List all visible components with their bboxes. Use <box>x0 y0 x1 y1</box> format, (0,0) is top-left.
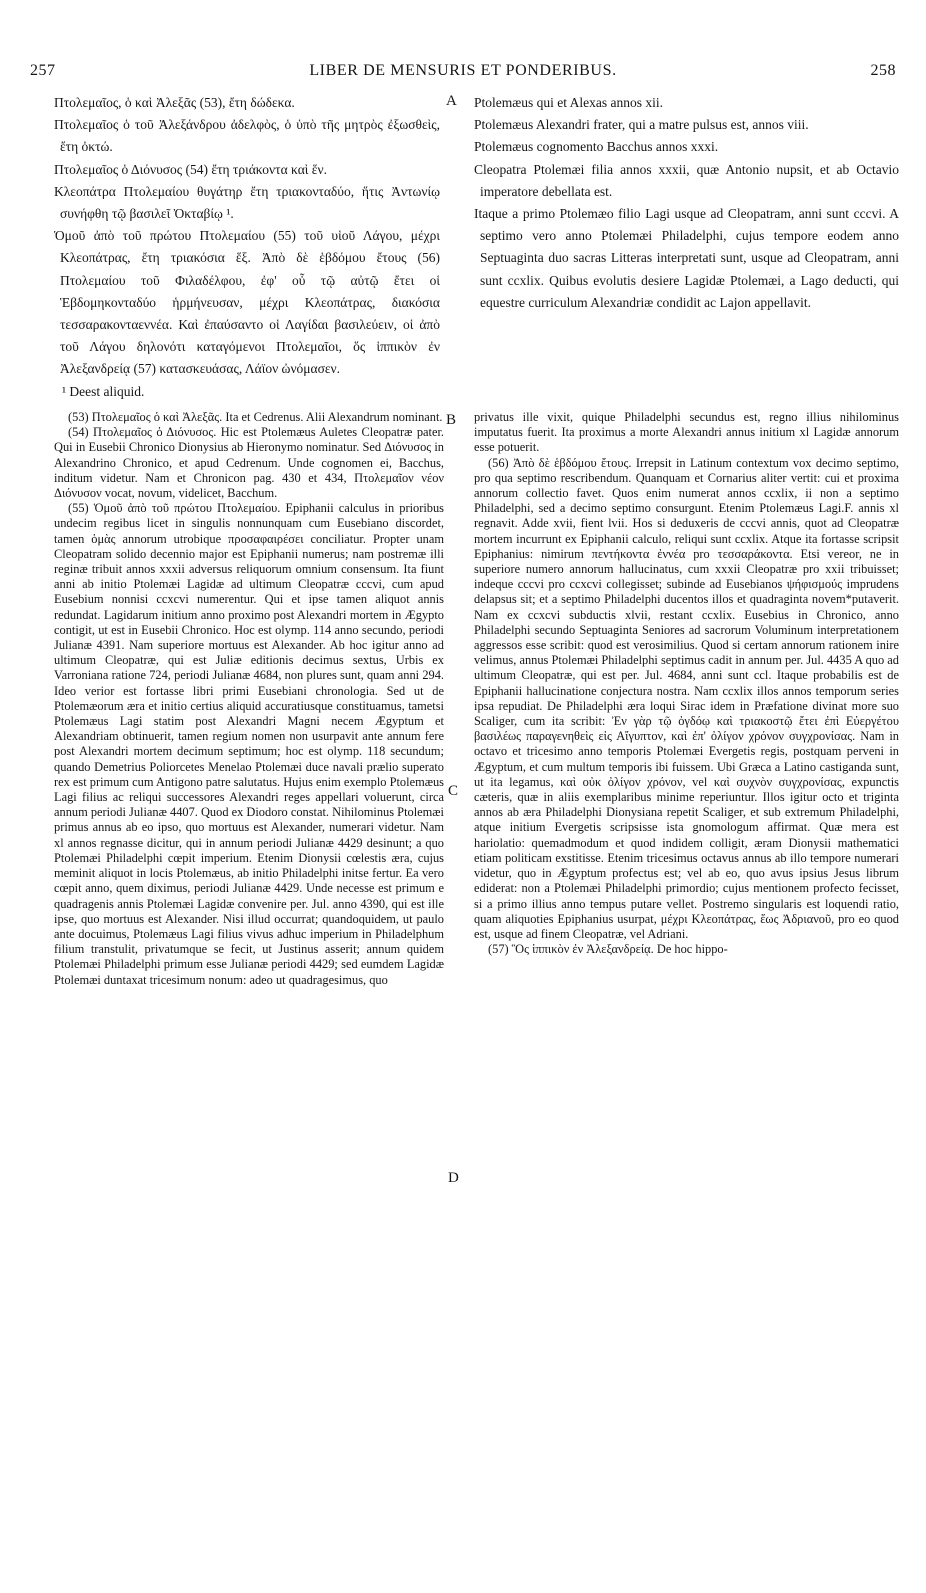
greek-text-column <box>54 92 440 381</box>
note-paragraph: (56) Ἀπὸ δὲ ἑβδόμου ἔτους. Irrepsit in Latinum contextum vox decimo septimo, pro qua septimo rescribendum. Quanquam et Cornarius aliter vertit: cui et proxima annorum collectio favet. Quos enim numerat annos ccxlix, ii non a septimo Philadelphi, sed a decimo septimo consurgunt. Etenim Ptolemæus Lagi.F. annis xl regnavit. Adde xvii, fient lvii. Hos si deduxeris de cccvi annis, quot ad Cleopatræ mortem incurrunt ex Epiphanii calculo, reliqui sunt ccxlix. Atque ita fortasse scripsit Epiphanius: nimirum πεντήκοντα ἐννέα pro τεσσαράκοντα. Etsi vereor, ne in superiore numero annorum hallucinatus, cum xxxii Cleopatræ pro xxii tribuisset; indeque cccvi pro ccxcvi collegisset; subinde ad Eusebianos ψήφισμούς imprudens delapsus sit; et a septimo Philadelphi ducentos illos et quadraginta novem*putaverit. Nam ex ccxcvi subductis xlvii, restant ccxlix. Eusebius in Chronico, anno Philadelphi secundo Septuaginta Seniores ad sacrorum Voluminum interpretationem aggressos esse scribit: quod est verosimilius. Quod si certam annorum rationem inire velimus, annus Ptolemæi Philadelphi septimus cadit in annum per. Jul. 4435 A quo ad ultimum Cleopatræ, qui est per. Jul. 4684, anni sunt ccl. Itaque probabilis est de Epiphanii hallucinatione conjectura nostra. Nam ccxlix illos annos temporum series ipsa repudiat. De Philadelphi æra loqui Sirac idem in Præfatione divinat more suo Scaliger, cum ita scribit: Ἐν γὰρ τῷ ὀγδόῳ καὶ τριακοστῷ ἔτει ἐπὶ Εὐεργέτου βασιλέως παραγενηθεὶς εἰς Αἴγυπτον, καὶ ἐπ' ὀλίγον χρόνον συγχρονίσας. Nam in octavo et tricesimo anno temporis Ptolemæi Evergetis regis, postquam perveni in Ægyptum, et cum multum temporis ibi fuissem. Ubi Græca a Latino castiganda sunt, ut ita legamus, καὶ οὐκ ὀλίγον χρόνον, vel καὶ συχνὸν συγχρονίσας, expunctis cæteris, quæ in aliis exemplaribus minime reperiuntur. Illos igitur octo et triginta annos ab æra Philadelphi Dionysiana repetit Scaliger, et sub extremum Philadelphi, atque initium Evergetis scripsisse ista gnomologum affirmat. Quæ mera est hariolatio: quemadmodum et quod indidem colligit, æram Dionysii mathematici etiam politicam exstitisse. Etenim tricesimus octavus annus ab illo tempore numerari videtur, quo in Ægyptum profectus est; vel ab eo, quo avus ipsius Jesus librum ediderat: non a Ptolemæi Philadelphi primordio; cujus mentionem profecto fecisset, si a primo illius anno tempus putare vellet. Postremo singularis est loquendi ratio, quam aliquoties Epiphanius usurpat, μέχρι Κλεοπάτρας, ἕως Ἀδριανοῦ, pro eo quod est, usque ad finem Cleopatræ, vel Adriani. <box>474 455 899 941</box>
note-paragraph: (55) Ὁμοῦ ἀπὸ τοῦ πρώτου Πτολεμαίου. Epiphanii calculus in prioribus undecim regibus licet in singulis nonnunquam cum Eusebiano discordet, tamen ὁμὰς annorum utrobique προσαφαιρέσει conciliatur. Propter unam Cleopatram solido decennio major est Epiphanii numerus; nam postremæ illi reginæ tribuit annos xxxii adversus reliquorum omnium consensum. Ita fiunt anni ab initio Ptolemæi Lagidæ ad ultimum Cleopatræ cccvi, cum apud Eusebium nonnisi ccxcvi numerentur. Qui et ipse tamen aliquot annis redundat. Lagidarum initium anno proximo post Alexandri mortem in Ægypto contigit, ut est in Eusebii Chronico. Hoc est olymp. 114 anno secundo, periodi Julianæ 4391. Nam superiore mortuus est Alexander. Ab hoc igitur anno ad ultimum Cleopatræ, qui est Juliæ editionis decimus sextus, Urbis ex Varroniana ratione 724, periodi Julianæ 4684, non plures sunt, quam anni 294. Ideo verior est fortasse libri primi Eusebiani chronologia. Sed ut de Ptolemæorum æra et initio certius aliquid accuratiusque constituamus, tametsi Ptolemæus Lagi statim post Alexandri Magni necem Ægyptum et Alexandriam obtinuerit, tamen regium nomen non usurpavit ante annum fere post Alexandri mortem decimum septimum; hoc est olymp. 118 secundum; quando Demetrius Poliorcetes Menelao Ptolemæi duce navali prælio superato rex est primum cum Antigono patre salutatus. Hujus enim exemplo Ptolemæus Lagi filius ac reliqui successores Alexandri reges appellari voluerunt, circa annum periodi Julianæ 4407. Quod ex Diodoro constat. Nihilominus Ptolemæi primus annus ab eo ipso, quo mortuus est Alexander, numerari videtur. Nam xl annos regnasse dicitur, qui in annum periodi Julianæ 4429 desinunt; a quo Ptolemæi Philadelphi cœpit imperium. Etenim Dionysii cœlestis æra, cujus meminit aliquot in locis Ptolemæus, ab initio Philadelphi initse fertur. Ea vero cœpit anno, quem diximus, periodi Julianæ 4429. Unde necesse est primum e quadragenis annis Ptolemæi Lagidæ convenire per. Jul. anno 4390, qui est ille ipse, quo mortuus est Alexander. Nisi illud occurrat; quandoquidem, ut paulo ante docuimus, Ptolemæus Lagi filius vivus adhuc imperium in Philadelphum filium transtulit, privatumque se fecit, ut Justinus asserit; annum quidem Ptolemæi Philadelphi primum esse Julianæ periodi 4429; sed eumdem Lagidæ Ptolemæi duntaxat tricesimum nonum: adeo ut quadragesimus, quo <box>54 501 444 987</box>
greek-paragraph: Πτολεμαῖος, ὁ καὶ Ἀλεξᾶς (53), ἔτη δώδεκα. <box>54 95 295 110</box>
margin-marker-a: A <box>446 93 457 109</box>
margin-marker-d: D <box>448 1170 459 1186</box>
greek-paragraph: Πτολεμαῖος ὁ Διόνυσος (54) ἔτη τριάκοντα καὶ ἕν. <box>54 161 327 177</box>
notes-column-left <box>54 410 444 988</box>
note-paragraph: (57) Ὃς ἱππικὸν ἐν Ἀλεξανδρείᾳ. De hoc hippo- <box>488 942 728 957</box>
latin-paragraph: Itaque a primo Ptolemæo filio Lagi usque ad Cleopatram, anni sunt cccvi. A septimo vero anno Ptolemæi Philadelphi, cujus tempore eodem anno Septuaginta duo sacras Litteras interpretati sunt, usque ad Cleopatram, anni sunt ccxlix. Quibus evolutis desiere Lagidæ Ptolemæi, a Lago deducti, qui equestre curriculum Alexandriæ condidit ac Lajon appellavit. <box>474 206 899 310</box>
note-paragraph: (54) Πτολεμαῖος ὁ Διόνυσος. Hic est Ptolemæus Auletes Cleopatræ pater. Qui in Eusebii Chronico Dionysius ab Hieronymo nominatur. Sed Διόνυσος in Alexandrino Chronico, et apud Cedrenum. Unde cognomen ei, Bacchus, inditum videtur. Nam et Chronicon pag. 430 et 434, Πτολεμαῖον νέον Διόνυσον vocat, novum, videlicet, Bacchum. <box>54 425 444 501</box>
running-header <box>30 62 896 86</box>
latin-paragraph: Ptolemæus Alexandri frater, qui a matre pulsus est, annos viii. <box>474 117 809 133</box>
latin-text-column <box>474 92 899 314</box>
latin-paragraph: Ptolemæus cognomento Bacchus annos xxxi. <box>474 139 719 155</box>
latin-paragraph: Cleopatra Ptolemæi filia annos xxxii, quæ Antonio nupsit, et ab Octavio imperatore debellata est. <box>474 161 899 199</box>
page-number-right: 258 <box>870 62 896 79</box>
greek-paragraph: Ὁμοῦ ἀπὸ τοῦ πρώτου Πτολεμαίου (55) τοῦ υἱοῦ Λάγου, μέχρι Κλεοπάτρας, ἔτη τριακόσια ἕξ. Ἀπὸ δὲ ἑβδόμου ἔτους (56) Πτολεμαίου τοῦ Φιλαδέλφου, ἐφ' οὗ τῷ αὐτῷ ἔτει οἱ Ἑβδομηκονταδύο ἡρμήνευσαν, μέχρι Κλεοπάτρας, διακόσια τεσσαρακονταεννέα. Καὶ ἐπαύσαντο οἱ Λαγίδαι βασιλεύειν, οἱ ἀπὸ τοῦ Λάγου δηλονότι καταγόμενοι Πτολεμαῖοι, ὅς ἱππικὸν ἐν Ἀλεξανδρείᾳ (57) κατασκευάσας, Λάϊον ὠνόμασεν. <box>54 228 440 377</box>
notes-column-right <box>474 410 899 957</box>
note-paragraph: (53) Πτολεμαῖος ὁ καὶ Ἀλεξᾶς. Ita et Cedrenus. Alii Alexandrum nominant. <box>68 410 443 424</box>
greek-paragraph: Κλεοπάτρα Πτολεμαίου θυγάτηρ ἔτη τριακονταδύο, ἥτις Ἀντωνίῳ συνήφθη τῷ βασιλεῖ Ὀκταβίῳ ¹. <box>54 183 440 222</box>
greek-paragraph: Πτολεμαῖος ὁ τοῦ Ἀλεξάνδρου ἀδελφὸς, ὁ ὑπὸ τῆς μητρὸς ἐξωσθεὶς, ἔτη ὀκτώ. <box>54 117 440 155</box>
margin-marker-c: C <box>448 783 459 799</box>
running-title: LIBER DE MENSURIS ET PONDERIBUS. <box>309 62 617 79</box>
footnote: ¹ Deest aliquid. <box>62 384 145 399</box>
note-paragraph: privatus ille vixit, quique Philadelphi secundus est, regno illius nihilominus imputatus fuerit. Ita proximus a morte Alexandri annus initium xl Lagidæ annorum esse potuerit. <box>474 410 899 455</box>
margin-marker-b: B <box>446 412 457 428</box>
page-number-left: 257 <box>30 62 56 79</box>
latin-paragraph: Ptolemæus qui et Alexas annos xii. <box>474 95 663 110</box>
